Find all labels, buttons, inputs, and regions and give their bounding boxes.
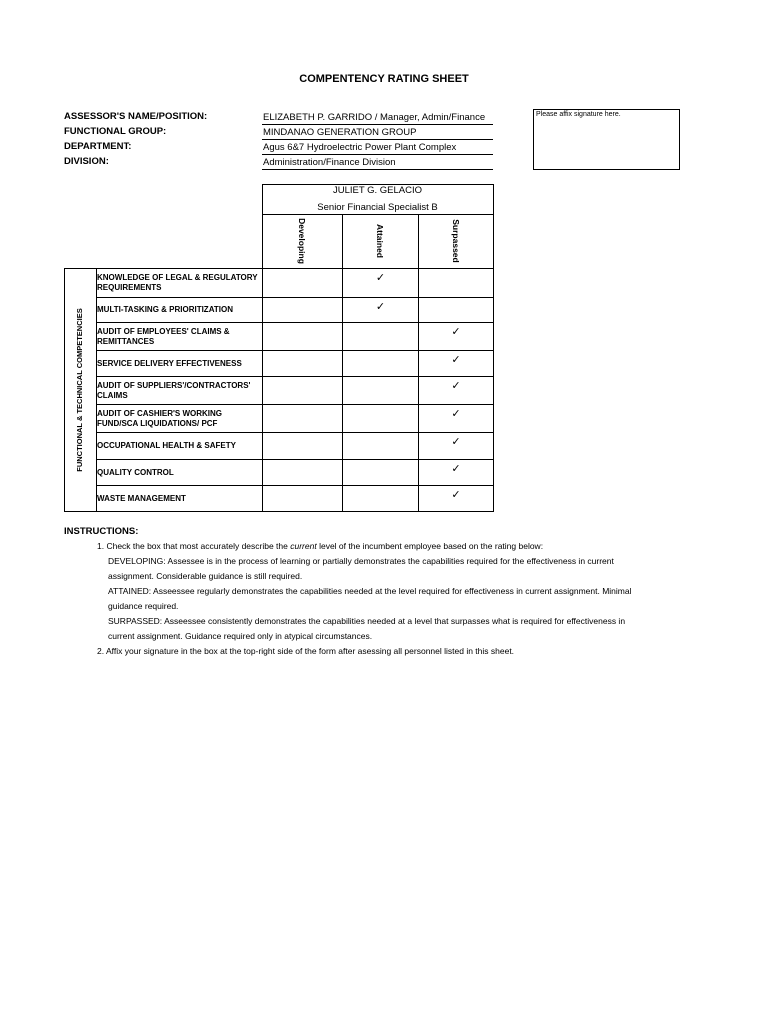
developing-definition-cont: assignment. Considerable guidance is still required. <box>108 571 303 581</box>
competency-name: KNOWLEDGE OF LEGAL & REGULATORY REQUIREMENTS <box>97 273 258 292</box>
rating-header-attained: Attained <box>375 224 385 258</box>
checkmark-icon: ✓ <box>451 489 461 501</box>
checkmark-icon: ✓ <box>451 380 461 392</box>
rating-cell-attained[interactable] <box>343 351 418 376</box>
rating-cell-attained[interactable] <box>343 433 418 459</box>
rating-cell-surpassed[interactable] <box>419 323 493 350</box>
competency-name: OCCUPATIONAL HEALTH & SAFETY <box>97 441 236 450</box>
page-title: COMPENTENCY RATING SHEET <box>299 73 469 85</box>
rating-cell-attained[interactable] <box>343 405 418 432</box>
rating-cell-developing[interactable] <box>263 405 342 432</box>
info-value: MINDANAO GENERATION GROUP <box>262 126 493 140</box>
rating-cell-developing[interactable] <box>263 269 342 297</box>
surpassed-definition-cont: current assignment. Guidance required only in atypical circumstances. <box>108 631 373 641</box>
checkmark-icon: ✓ <box>375 301 386 313</box>
attained-definition: ATTAINED: Asseessee regularly demonstrates the capabilities needed at the level required for effectiveness in current assignment. Minimal <box>108 586 632 596</box>
rating-cell-attained[interactable] <box>343 323 418 350</box>
signature-box-label: Please affix signature here. <box>536 111 621 118</box>
competency-name: AUDIT OF CASHIER'S WORKING FUND/SCA LIQUIDATIONS/ PCF <box>97 408 223 428</box>
rating-cell-attained[interactable] <box>343 460 418 485</box>
rating-cell-surpassed[interactable] <box>419 405 493 432</box>
checkmark-icon: ✓ <box>451 326 461 338</box>
competency-name: MULTI-TASKING & PRIORITIZATION <box>97 305 233 314</box>
employee-name: JULIET G. GELACIO <box>332 185 423 196</box>
info-value: Agus 6&7 Hydroelectric Power Plant Complex <box>262 141 493 155</box>
rating-header-surpassed: Surpassed <box>450 219 461 263</box>
table-border <box>64 268 65 512</box>
competency-group-label: FUNCTIONAL & TECHNICAL COMPETENCIES <box>75 307 84 472</box>
info-label: FUNCTIONAL GROUP: <box>64 126 167 137</box>
competency-name: SERVICE DELIVERY EFFECTIVENESS <box>97 358 242 368</box>
rating-cell-attained[interactable] <box>343 377 418 404</box>
rating-cell-developing[interactable] <box>263 351 342 376</box>
surpassed-definition: SURPASSED: Asseessee consistently demonstrates the capabilities needed at a level that surpasses what is required for effectiveness in <box>108 616 626 626</box>
info-label: DEPARTMENT: <box>64 141 132 152</box>
rating-cell-surpassed[interactable] <box>419 269 493 297</box>
checkmark-icon: ✓ <box>451 436 461 448</box>
rating-cell-developing[interactable] <box>263 433 342 459</box>
employee-position: Senior Financial Specialist B <box>317 202 438 213</box>
rating-cell-developing[interactable] <box>263 377 342 404</box>
rating-cell-surpassed[interactable] <box>419 460 493 485</box>
instruction-item-2: 2. Affix your signature in the box at the top-right side of the form after asessing all personnel listed in this sheet. <box>97 646 515 656</box>
instructions-heading: INSTRUCTIONS: <box>64 526 139 537</box>
competency-name: QUALITY CONTROL <box>97 467 174 477</box>
competency-name: WASTE MANAGEMENT <box>97 493 186 503</box>
info-value: Administration/Finance Division <box>262 156 493 170</box>
info-value: ELIZABETH P. GARRIDO / Manager, Admin/Finance <box>262 111 493 125</box>
competency-name: AUDIT OF SUPPLIERS'/CONTRACTORS' CLAIMS <box>97 380 251 400</box>
rating-cell-surpassed[interactable] <box>419 377 493 404</box>
rating-cell-developing[interactable] <box>263 460 342 485</box>
checkmark-icon: ✓ <box>375 272 386 284</box>
instruction-item-1: 1. Check the box that most accurately describe the current level of the incumbent employee based on the rating below: <box>97 541 544 551</box>
rating-cell-attained[interactable] <box>343 269 418 297</box>
checkmark-icon: ✓ <box>451 354 461 366</box>
rating-cell-surpassed[interactable] <box>419 351 493 376</box>
info-label: DIVISION: <box>64 156 109 167</box>
info-label: ASSESSOR'S NAME/POSITION: <box>64 111 208 122</box>
checkmark-icon: ✓ <box>451 463 461 475</box>
competency-name: AUDIT OF EMPLOYEES' CLAIMS & REMITTANCES <box>97 326 230 346</box>
table-border <box>262 184 494 185</box>
rating-header-developing: Developing <box>297 218 307 264</box>
rating-cell-attained[interactable] <box>343 486 418 511</box>
rating-cell-attained[interactable] <box>343 298 418 322</box>
attained-definition-cont: guidance required. <box>108 601 179 611</box>
signature-box[interactable] <box>533 109 680 170</box>
row-divider <box>64 511 494 512</box>
column-divider <box>493 184 494 512</box>
rating-cell-surpassed[interactable] <box>419 433 493 459</box>
rating-cell-surpassed[interactable] <box>419 486 493 511</box>
rating-cell-developing[interactable] <box>263 323 342 350</box>
rating-cell-surpassed[interactable] <box>419 298 493 322</box>
rating-cell-developing[interactable] <box>263 486 342 511</box>
checkmark-icon: ✓ <box>451 408 461 420</box>
rating-cell-developing[interactable] <box>263 298 342 322</box>
developing-definition: DEVELOPING: Assessee is in the process of learning or partially demonstrates the capabilities required for the effectiveness in current <box>108 556 614 566</box>
